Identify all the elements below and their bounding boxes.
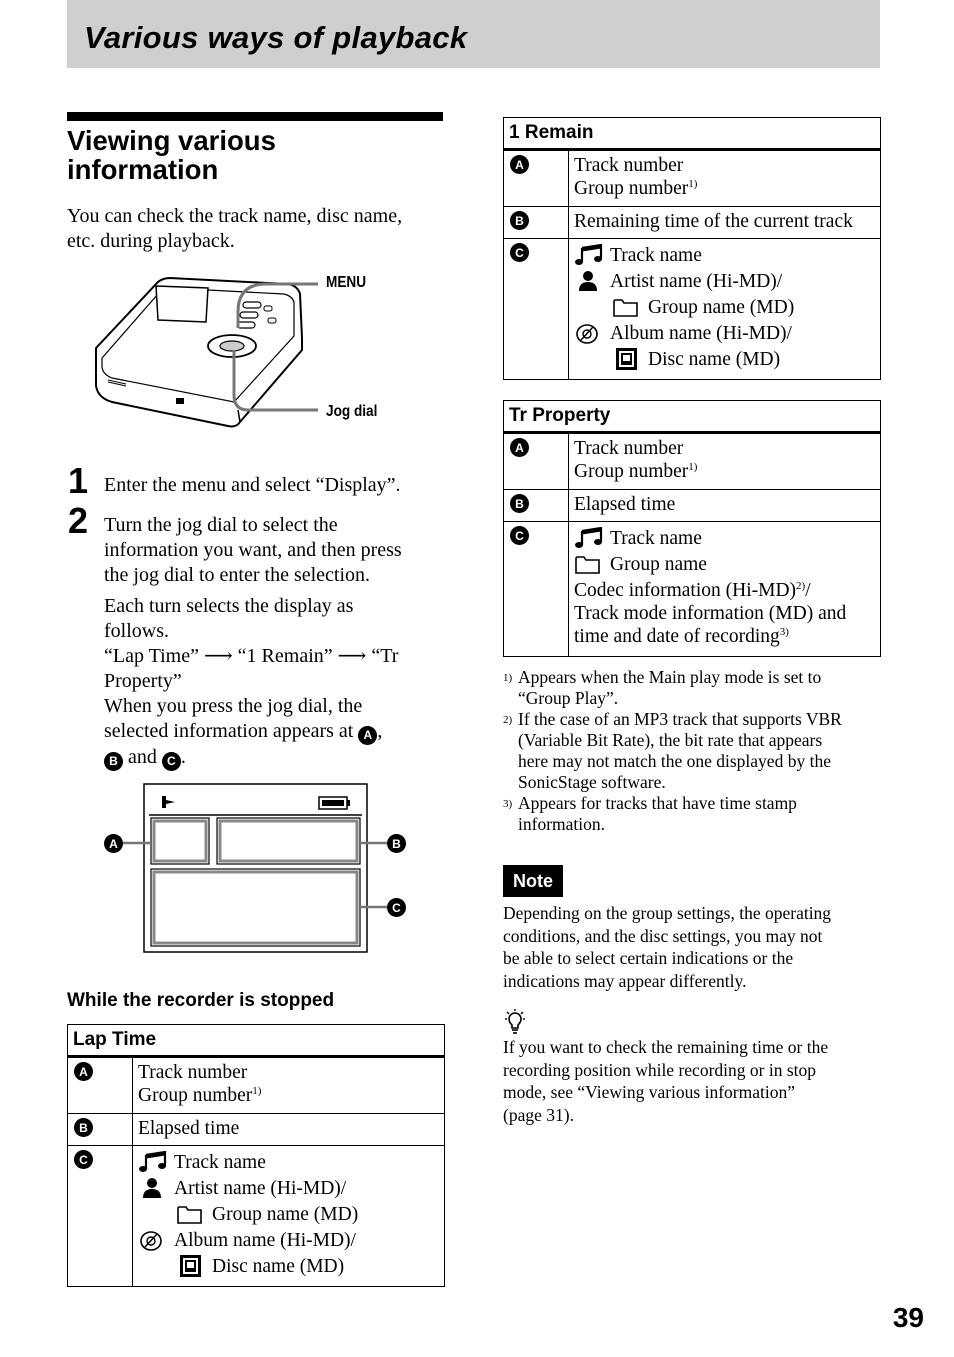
label-a-icon: A [358, 726, 377, 745]
table-row-c: C Track name Artist name (Hi-MD)/ Group name (MD) Album name (Hi-MD)/ Disc name (MD) [68, 1145, 444, 1286]
page-header [67, 0, 880, 68]
table-row-a: A Track number Group number$^{1)}$ [504, 433, 880, 489]
tip-lightbulb-icon [503, 1009, 527, 1035]
note-badge: Note [503, 865, 563, 897]
folder-icon [612, 296, 642, 318]
label-b-icon: B [510, 211, 529, 230]
step-2-text: Turn the jog dial to select the information you want, and then press the jog dial to enter the selection. Each turn selects the display as follows. “Lap Time” ⟶ “1 Remain” ⟶ “Tr Property” When you press the jog dial, the selected information appears at A , B and C . [104, 513, 444, 771]
label-a-icon: A [510, 155, 529, 174]
tip-text: If you want to check the remaining time or the recording position while recording or in stop mode, see “Viewing various information” (page 31). [503, 1037, 829, 1125]
diagram-label-a: A [104, 834, 123, 853]
note-text: Depending on the group settings, the operating conditions, and the disc settings, you may not be able to select certain indications or the indications may appear differently. [503, 903, 832, 991]
page-number: 39 [892, 1302, 924, 1333]
label-a-icon: A [74, 1062, 93, 1081]
label-c-icon: C [162, 752, 181, 771]
disc-icon [176, 1255, 206, 1277]
table-title: Lap Time [68, 1025, 444, 1057]
step-1-text: Enter the menu and select “Display”. [104, 474, 401, 496]
folder-icon [176, 1203, 206, 1225]
menu-callout: MENU [326, 274, 367, 291]
folder-icon [574, 553, 604, 575]
label-c-icon: C [510, 526, 529, 545]
label-c-icon: C [74, 1150, 93, 1169]
music-note-icon [574, 527, 604, 549]
jog-dial-callout: Jog dial [326, 403, 378, 420]
footnote-1: 1) Appears when the Main play mode is set to “Group Play”. [503, 667, 822, 708]
step-2-number: 2 [68, 500, 89, 541]
section-rule [67, 112, 443, 121]
arrow-right-icon: ⟶ [337, 645, 367, 667]
lap-time-table [67, 1024, 445, 1287]
recorder-illustration [88, 270, 318, 430]
album-icon [574, 322, 604, 344]
page-title: Various ways of playback [84, 20, 468, 55]
footnote-3: 3) Appears for tracks that have time stamp information. [503, 793, 797, 834]
music-note-icon [574, 244, 604, 266]
footnote-2: 2) If the case of an MP3 track that supports VBR (Variable Bit Rate), the bit rate that appears here may not match the one displayed by the SonicStage software. [503, 709, 842, 792]
table-row-b: B Elapsed time [68, 1113, 444, 1145]
label-c-icon: C [510, 243, 529, 262]
arrow-right-icon: ⟶ [204, 645, 233, 667]
table-title: 1 Remain [504, 118, 880, 150]
table-row-a: A Track number Group number$^{1)}$ [68, 1057, 444, 1113]
disc-icon [612, 348, 642, 370]
artist-icon [574, 270, 604, 292]
table-row-a: A Track number Group number$^{1)}$ [504, 150, 880, 206]
display-sequence: “Lap Time” ⟶ “1 Remain” ⟶ “Tr [104, 645, 399, 667]
album-icon [138, 1229, 168, 1251]
diagram-label-b: B [387, 834, 406, 853]
stopped-heading: While the recorder is stopped [67, 990, 335, 1011]
intro-text: You can check the track name, disc name, etc. during playback. [67, 205, 403, 252]
table-row-b: B Elapsed time [504, 489, 880, 521]
section-title: Viewing various information [67, 125, 276, 185]
table-row-b: B Remaining time of the current track [504, 206, 880, 238]
track-property-table [503, 400, 881, 657]
music-note-icon [138, 1151, 168, 1173]
label-b-icon: B [510, 494, 529, 513]
display-diagram [103, 783, 413, 955]
table-row-c: C Track name Group name Codec information $(Hi-MD)^{2)}/$ Track mode information (MD) and time and date of recording$^{3)}$ [504, 521, 880, 656]
table-row-c: C Track name Artist name (Hi-MD)/ Group name (MD) Album name (Hi-MD)/ Disc name (MD) [504, 238, 880, 379]
label-a-icon: A [510, 438, 529, 457]
table-title: Tr Property [504, 401, 880, 433]
label-b-icon: B [104, 752, 123, 771]
diagram-label-c: C [387, 898, 406, 917]
artist-icon [138, 1177, 168, 1199]
step-1-number: 1 [68, 460, 89, 501]
remain-table [503, 117, 881, 380]
label-b-icon: B [74, 1118, 93, 1137]
